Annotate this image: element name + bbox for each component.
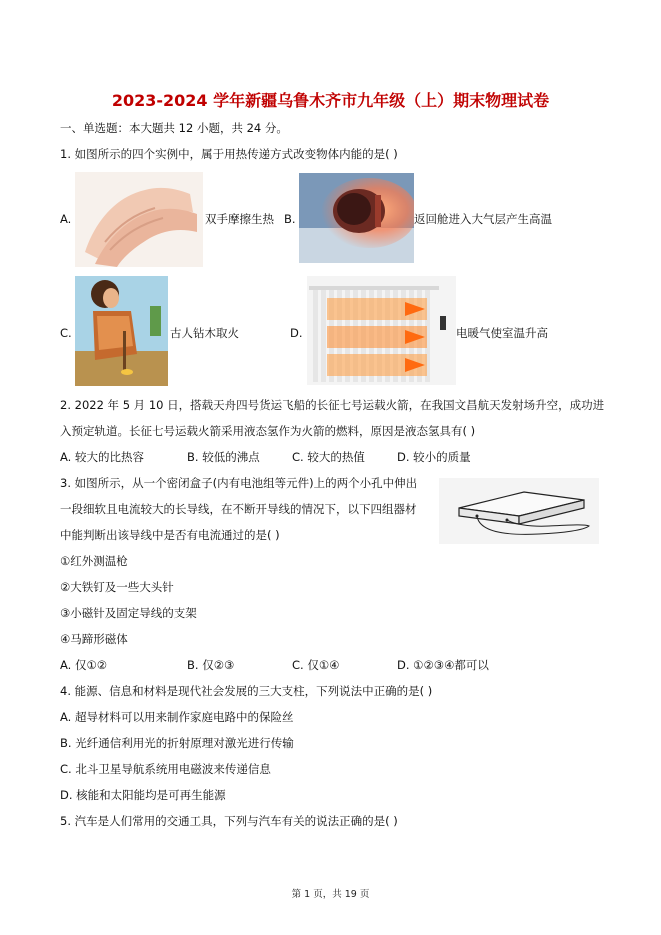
q4-option-b: B. 光纤通信利用光的折射原理对激光进行传输 (60, 736, 294, 750)
q1-option-d-text: 电暖气使室温升高 (456, 326, 548, 340)
q1-option-c-letter: C. (60, 326, 72, 340)
q3-stem-line1: 3. 如图所示，从一个密闭盒子(内有电池组等元件)上的两个小孔中伸出 (60, 476, 418, 490)
q2-option-a: A. 较大的比热容 (60, 450, 144, 464)
q4-option-d: D. 核能和太阳能均是可再生能源 (60, 788, 226, 802)
q1-option-b-text: 返回舱进入大气层产生高温 (414, 212, 552, 226)
rubbing-hands-image (75, 172, 203, 267)
q1-option-a-letter: A. (60, 212, 72, 226)
q3-option-c: C. 仅①④ (292, 658, 340, 672)
q3-stem-line3: 中能判断出该导线中是否有电流通过的是( ) (60, 528, 280, 542)
q1-option-d-letter: D. (290, 326, 303, 340)
q3-option-d: D. ①②③④都可以 (397, 658, 489, 672)
reentry-capsule-image (299, 173, 414, 263)
q1-option-a-text: 双手摩擦生热 (205, 212, 274, 226)
q1-stem: 1. 如图所示的四个实例中，属于用热传递方式改变物体内能的是( ) (60, 147, 398, 161)
q2-stem-line2: 入预定轨道。长征七号运载火箭采用液态氢作为火箭的燃料，原因是液态氢具有( ) (60, 424, 476, 438)
caveman-drilling-fire-image (75, 276, 168, 386)
q4-option-c: C. 北斗卫星导航系统用电磁波来传递信息 (60, 762, 271, 776)
q2-option-c: C. 较大的热值 (292, 450, 365, 464)
q2-stem-line1: 2. 2022 年 5 月 10 日，搭载天舟四号货运飞船的长征七号运载火箭，在我国文昌航天发射场升空，成功进 (60, 398, 605, 412)
page-title: 2023-2024 学年新疆乌鲁木齐市九年级（上）期末物理试卷 (111, 91, 550, 110)
q3-item-3: ③小磁针及固定导线的支架 (60, 606, 197, 620)
q1-option-c-text: 古人钻木取火 (170, 326, 239, 340)
q2-option-b: B. 较低的沸点 (187, 450, 260, 464)
q1-option-b-letter: B. (284, 212, 296, 226)
q4-option-a: A. 超导材料可以用来制作家庭电路中的保险丝 (60, 710, 294, 724)
sealed-box-with-wire-image (439, 478, 599, 544)
section-heading: 一、单选题：本大题共 12 小题，共 24 分。 (60, 121, 288, 135)
q3-option-b: B. 仅②③ (187, 658, 235, 672)
q5-stem: 5. 汽车是人们常用的交通工具，下列与汽车有关的说法正确的是( ) (60, 814, 398, 828)
electric-heater-image (307, 276, 456, 385)
q2-option-d: D. 较小的质量 (397, 450, 471, 464)
q3-item-2: ②大铁钉及一些大头针 (60, 580, 174, 594)
page-footer: 第 1 页，共 19 页 (291, 889, 370, 900)
q3-item-4: ④马蹄形磁体 (60, 632, 128, 646)
q4-stem: 4. 能源、信息和材料是现代社会发展的三大支柱，下列说法中正确的是( ) (60, 684, 433, 698)
q3-stem-line2: 一段细软且电流较大的长导线，在不断开导线的情况下，以下四组器材 (60, 502, 417, 516)
q3-item-1: ①红外测温枪 (60, 554, 128, 568)
q3-option-a: A. 仅①② (60, 658, 108, 672)
